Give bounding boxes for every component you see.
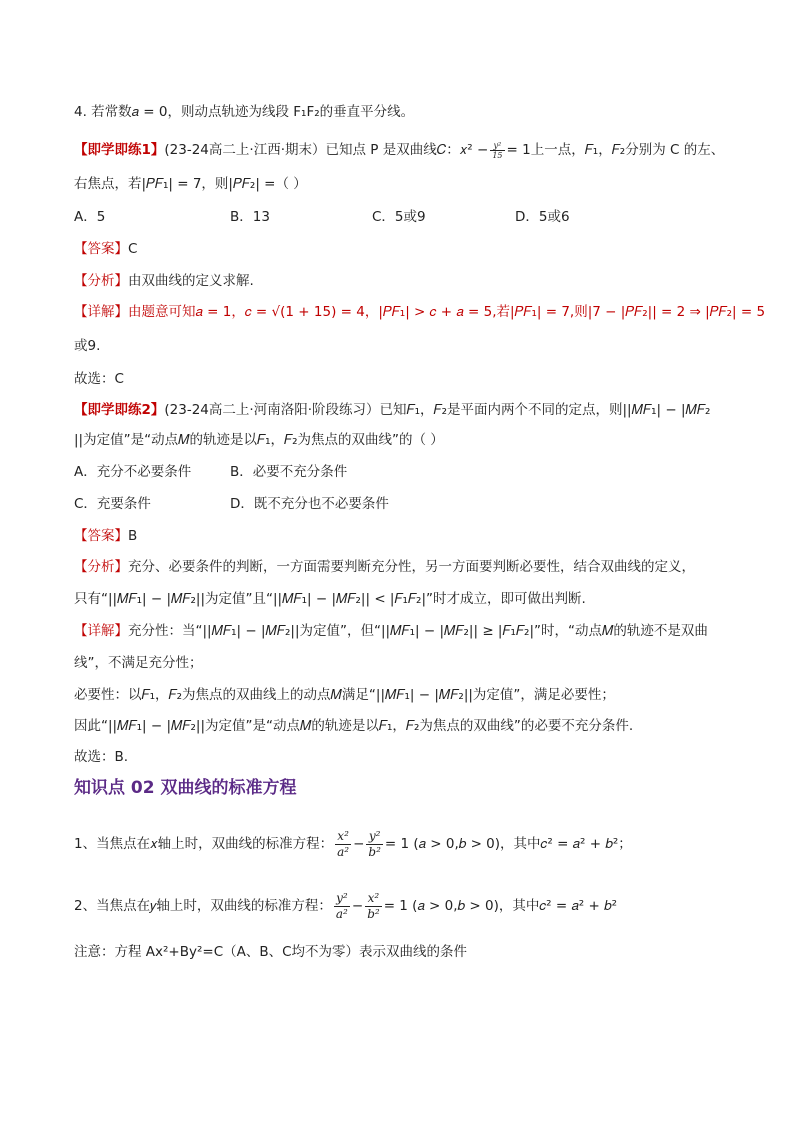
exercise-2-detail-line2: 线”，不满足充分性； bbox=[74, 655, 203, 671]
exercise-2-stem-line1: (23-24高二上·河南洛阳·阶段练习）已知𝐹₁，𝐹₂是平面内两个不同的定点，则||𝑀𝐹₁| − |𝑀𝐹₂ bbox=[164, 402, 711, 418]
option-d: D．既不充分也不必要条件 bbox=[230, 496, 389, 512]
exercise-1-tag: 【即学即练1】 bbox=[74, 142, 165, 158]
exercise-2-analysis bbox=[74, 557, 695, 577]
exercise-2-answer bbox=[74, 526, 137, 546]
detail-tag: 【详解】 bbox=[74, 623, 128, 639]
standard-equation-y-axis bbox=[74, 888, 617, 924]
fraction-numerator: x² bbox=[365, 891, 382, 907]
point-4-text: 4. 若常数𝑎 = 0，则动点轨迹为线段 F₁F₂的垂直平分线。 bbox=[74, 104, 415, 120]
exercise-2-stem-line2: ||为定值”是“动点𝑀的轨迹是以𝐹₁，𝐹₂为焦点的双曲线”的（ ） bbox=[74, 432, 444, 448]
option-a: A．5 bbox=[74, 209, 106, 225]
exercise-1-stem bbox=[74, 140, 724, 160]
standard-equation-x-axis bbox=[74, 826, 632, 862]
std2-suffix: = 1 (𝑎 > 0,𝑏 > 0)，其中𝑐² = 𝑎² + 𝑏² bbox=[383, 898, 618, 914]
detail-tag: 【详解】 bbox=[74, 304, 128, 320]
exercise-2-stem bbox=[74, 400, 710, 420]
analysis-tag: 【分析】 bbox=[74, 559, 128, 575]
fraction-denominator: 15 bbox=[492, 150, 503, 160]
exercise-2-tag: 【即学即练2】 bbox=[74, 402, 165, 418]
option-d: D．5或6 bbox=[515, 209, 570, 225]
fraction-denominator: a² bbox=[337, 844, 350, 859]
exercise-1-answer bbox=[74, 239, 137, 259]
exercise-1-stem-a: (23-24高二上·江西·期末）已知点 P 是双曲线𝐶：𝑥² − bbox=[164, 142, 489, 158]
answer-value: B bbox=[128, 528, 138, 544]
std1-suffix: = 1 (𝑎 > 0,𝑏 > 0)，其中𝑐² = 𝑎² + 𝑏²； bbox=[384, 836, 632, 852]
option-b: B．13 bbox=[230, 209, 270, 225]
option-c: C．充要条件 bbox=[74, 496, 151, 512]
exercise-1-stem-b: = 1上一点，𝐹₁，𝐹₂分别为 C 的左、 bbox=[506, 142, 725, 158]
fraction-numerator: y² bbox=[366, 829, 383, 845]
std1-prefix: 1、当焦点在𝑥轴上时，双曲线的标准方程： bbox=[74, 836, 334, 852]
minus-sign: − bbox=[351, 898, 364, 914]
exercise-1-analysis bbox=[74, 271, 254, 291]
exercise-1-stem-line2: 右焦点，若|𝑃𝐹₁| = 7，则|𝑃𝐹₂| =（ ） bbox=[74, 176, 307, 192]
std1-fraction-1 bbox=[335, 829, 351, 860]
note-text: 注意：方程 Ax²+By²=C（A、B、C均不为零）表示双曲线的条件 bbox=[74, 944, 468, 960]
exercise-2-detail-line4: 因此“||𝑀𝐹₁| − |𝑀𝐹₂||为定值”是“动点𝑀的轨迹是以𝐹₁，𝐹₂为焦点的双曲线”的必要不充分条件. bbox=[74, 718, 634, 734]
answer-tag: 【答案】 bbox=[74, 241, 128, 257]
std2-fraction-1 bbox=[334, 891, 350, 922]
fraction-numerator: y² bbox=[334, 891, 350, 907]
exercise-1-detail bbox=[74, 302, 765, 322]
option-b: B．必要不充分条件 bbox=[230, 464, 348, 480]
analysis-tag: 【分析】 bbox=[74, 273, 128, 289]
exercise-2-detail bbox=[74, 621, 708, 641]
std2-fraction-2 bbox=[365, 891, 382, 922]
fraction-denominator: b² bbox=[368, 844, 381, 859]
detail-text-line1: 充分性：当“||𝑀𝐹₁| − |𝑀𝐹₂||为定值”，但“||𝑀𝐹₁| − |𝑀𝐹₂|| ≥ |𝐹₁𝐹₂|”时，“动点𝑀的轨迹不是双曲 bbox=[128, 623, 708, 639]
exercise-2-detail-line3: 必要性：以𝐹₁，𝐹₂为焦点的双曲线上的动点𝑀满足“||𝑀𝐹₁| − |𝑀𝐹₂||为定值”，满足必要性； bbox=[74, 687, 615, 703]
answer-tag: 【答案】 bbox=[74, 528, 128, 544]
fraction-numerator: x² bbox=[335, 829, 351, 845]
minus-sign: − bbox=[353, 836, 365, 852]
fraction-numerator: 𝑦² bbox=[490, 141, 504, 151]
detail-text-line1: 由题意可知𝑎 = 1，𝑐 = √(1 + 15) = 4，|𝑃𝐹₁| > 𝑐 + 𝑎 = 5,若|𝑃𝐹₁| = 7,则|7 − |𝑃𝐹₂|| = 2 ⇒ |𝑃𝐹₂| = 5 bbox=[128, 304, 766, 320]
option-a: A．充分不必要条件 bbox=[74, 464, 192, 480]
answer-value: C bbox=[128, 241, 138, 257]
section-title: 知识点 02 双曲线的标准方程 bbox=[74, 778, 297, 798]
std1-fraction-2 bbox=[366, 829, 383, 860]
exercise-1-choose: 故选：C bbox=[74, 371, 124, 387]
exercise-2-analysis-line2: 只有“||𝑀𝐹₁| − |𝑀𝐹₂||为定值”且“||𝑀𝐹₁| − |𝑀𝐹₂|| < |𝐹₁𝐹₂|”时才成立，即可做出判断. bbox=[74, 591, 586, 607]
fraction-denominator: a² bbox=[335, 906, 348, 921]
analysis-text: 由双曲线的定义求解. bbox=[128, 273, 254, 289]
std2-prefix: 2、当焦点在𝑦轴上时，双曲线的标准方程： bbox=[74, 898, 332, 914]
fraction-denominator: b² bbox=[367, 906, 380, 921]
exercise-1-fraction bbox=[490, 141, 504, 160]
option-c: C．5或9 bbox=[372, 209, 426, 225]
exercise-2-choose: 故选：B. bbox=[74, 749, 129, 765]
exercise-1-detail-line2: 或9. bbox=[74, 338, 101, 354]
analysis-text-line1: 充分、必要条件的判断，一方面需要判断充分性，另一方面要判断必要性，结合双曲线的定义， bbox=[128, 559, 695, 575]
